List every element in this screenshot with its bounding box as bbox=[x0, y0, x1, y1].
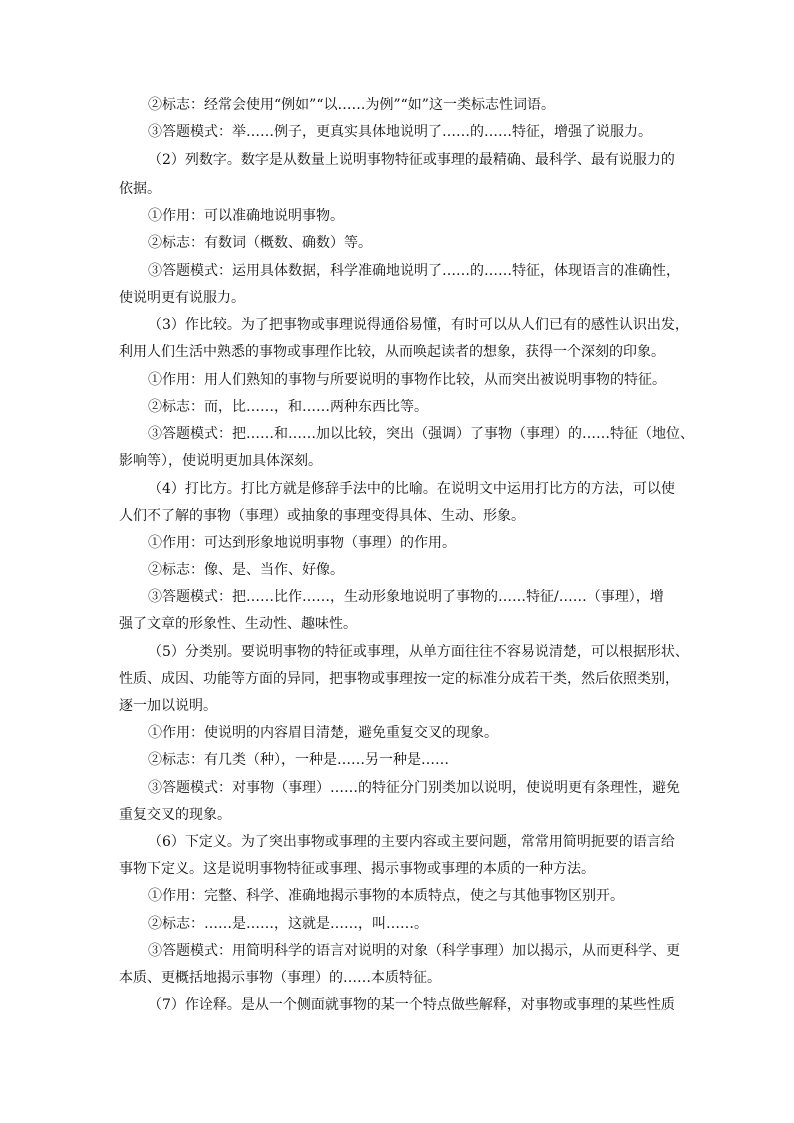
text-line: （2）列数字。数字是从数量上说明事物特征或事理的最精确、最科学、最有说服力的 bbox=[148, 152, 675, 168]
text-line: ③答题模式：用简明科学的语言对说明的对象（科学事理）加以揭示，从而更科学、更 bbox=[148, 943, 680, 959]
text-line: ①作用：完整、科学、准确地揭示事物的本质特点，使之与其他事物区别开。 bbox=[148, 888, 624, 904]
text-line: 使说明更有说服力。 bbox=[119, 290, 245, 306]
text-line: ②标志：有数词（概数、确数）等。 bbox=[148, 235, 372, 251]
text-line: 人们不了解的事物（事理）或抽象的事理变得具体、生动、形象。 bbox=[119, 508, 525, 524]
text-line: 事物下定义。这是说明事物特征或事理、揭示事物或事理的本质的一种方法。 bbox=[119, 861, 595, 877]
text-line: （7）作诠释。是从一个侧面就事物的某一个特点做些解释，对事物或事理的某些性质 bbox=[148, 997, 675, 1013]
text-line: 依据。 bbox=[119, 181, 161, 197]
text-line: ③答题模式：举……例子，更真实具体地说明了……的……特征，增强了说服力。 bbox=[148, 124, 652, 140]
text-line: ②标志：经常会使用“例如”“以……为例”“如”这一类标志性词语。 bbox=[148, 97, 555, 113]
text-line: 强了文章的形象性、生动性、趣味性。 bbox=[119, 616, 357, 632]
text-line: （4）打比方。打比方就是修辞手法中的比喻。在说明文中运用打比方的方法，可以使 bbox=[148, 481, 675, 497]
text-line: ③答题模式：把……和……加以比较，突出（强调）了事物（事理）的……特征（地位、 bbox=[148, 426, 694, 442]
text-line: 利用人们生活中熟悉的事物或事理作比较，从而唤起读者的想象，获得一个深刻的印象。 bbox=[119, 344, 665, 360]
text-line: ③答题模式：把……比作……，生动形象地说明了事物的……特征/……（事理），增 bbox=[148, 589, 664, 605]
text-line: ①作用：用人们熟知的事物与所要说明的事物作比较，从而突出被说明事物的特征。 bbox=[148, 372, 666, 388]
text-line: ②标志：而，比……，和……两种东西比等。 bbox=[148, 399, 428, 415]
text-line: 重复交叉的现象。 bbox=[119, 807, 231, 823]
text-line: ①作用：可以准确地说明事物。 bbox=[148, 208, 344, 224]
text-line: 逐一加以说明。 bbox=[119, 698, 217, 714]
text-line: ②标志：像、是、当作、好像。 bbox=[148, 562, 344, 578]
text-line: ①作用：使说明的内容眉目清楚，避免重复交叉的现象。 bbox=[148, 725, 498, 741]
text-line: （6）下定义。为了突出事物或事理的主要内容或主要问题，常常用简明扼要的语言给 bbox=[148, 834, 675, 850]
text-line: （3）作比较。为了把事物或事理说得通俗易懂，有时可以从人们已有的感性认识出发， bbox=[148, 317, 689, 333]
text-line: ②标志：有几类（种），一种是……另一种是…… bbox=[148, 752, 449, 768]
text-line: （5）分类别。要说明事物的特征或事理，从单方面往往不容易说清楚，可以根据形状、 bbox=[148, 644, 689, 660]
text-line: ②标志：……是……，这就是……，叫……。 bbox=[148, 916, 428, 932]
text-line: 影响等），使说明更加具体深刻。 bbox=[119, 453, 322, 469]
text-line: ③答题模式：运用具体数据，科学准确地说明了……的……特征，体现语言的准确性， bbox=[148, 263, 680, 279]
text-line: 本质、更概括地揭示事物（事理）的……本质特征。 bbox=[119, 970, 441, 986]
text-line: ①作用：可达到形象地说明事物（事理）的作用。 bbox=[148, 535, 456, 551]
text-line: ③答题模式：对事物（事理）……的特征分门别类加以说明，使说明更有条理性，避免 bbox=[148, 780, 680, 796]
text-line: 性质、成因、功能等方面的异同，把事物或事理按一定的标准分成若干类，然后依照类别， bbox=[119, 671, 679, 687]
